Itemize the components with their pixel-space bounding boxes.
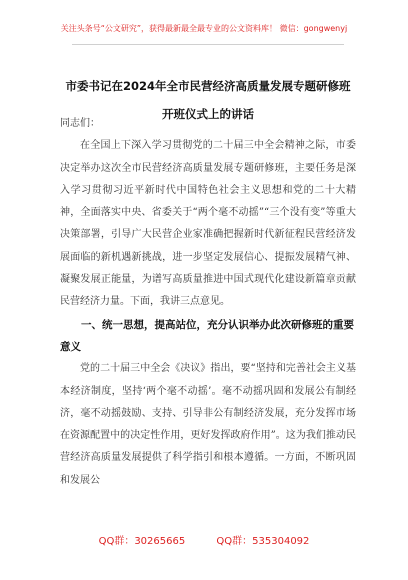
- intro-paragraph: 在全国上下深入学习贯彻党的二十届三中全会精神之际，市委决定举办这次全市民营经济高质量发展专题研修班，主要任务是深入学习贯彻习近平新时代中国特色社会主义思想和党的二十大精神，全面落实中央、省委关于“两个毫不动摇”“三个没有变”等重大决策部署，引导广大民营企业家准确把握新时代新征程民营经济发展面临的新机遇新挑战，进一步坚定发展信心、提振发展精气神、凝聚发展正能量，为谱写高质量推进中国式现代化建设新篇章贡献民营经济力量。下面，我讲三点意见。: [60, 140, 356, 308]
- salutation: 同志们：: [60, 118, 100, 129]
- section-heading: 一、统一思想，提高站位，充分认识举办此次研修班的重要意义: [60, 318, 354, 353]
- document-body: [60, 113, 356, 492]
- footer-contact: [0, 536, 408, 548]
- document-title: 市委书记在2024年全市民营经济高质量发展专题研修班开班仪式上的讲话: [65, 79, 351, 121]
- header-divider: [72, 44, 344, 45]
- qq-group-2: QQ群：535304092: [216, 536, 310, 547]
- qq-group-1: QQ群：30265665: [98, 536, 186, 547]
- header-banner: 关注头条号“公文研究”，获得最新最全最专业的公文资料库！ 微信：gongwenyj: [60, 24, 348, 33]
- section-paragraph: 党的二十届三中全会《决议》指出，要“坚持和完善社会主义基本经济制度，坚持‘两个毫不动摇’。毫不动摇巩固和发展公有制经济，毫不动摇鼓励、支持、引导非公有制经济发展，充分发挥市场在资源配置中的决定性作用，更好发挥政府作用”。这为我们推动民营经济高质量发展提供了科学指引和根本遵循。一方面，不断巩固和发展公: [60, 363, 356, 486]
